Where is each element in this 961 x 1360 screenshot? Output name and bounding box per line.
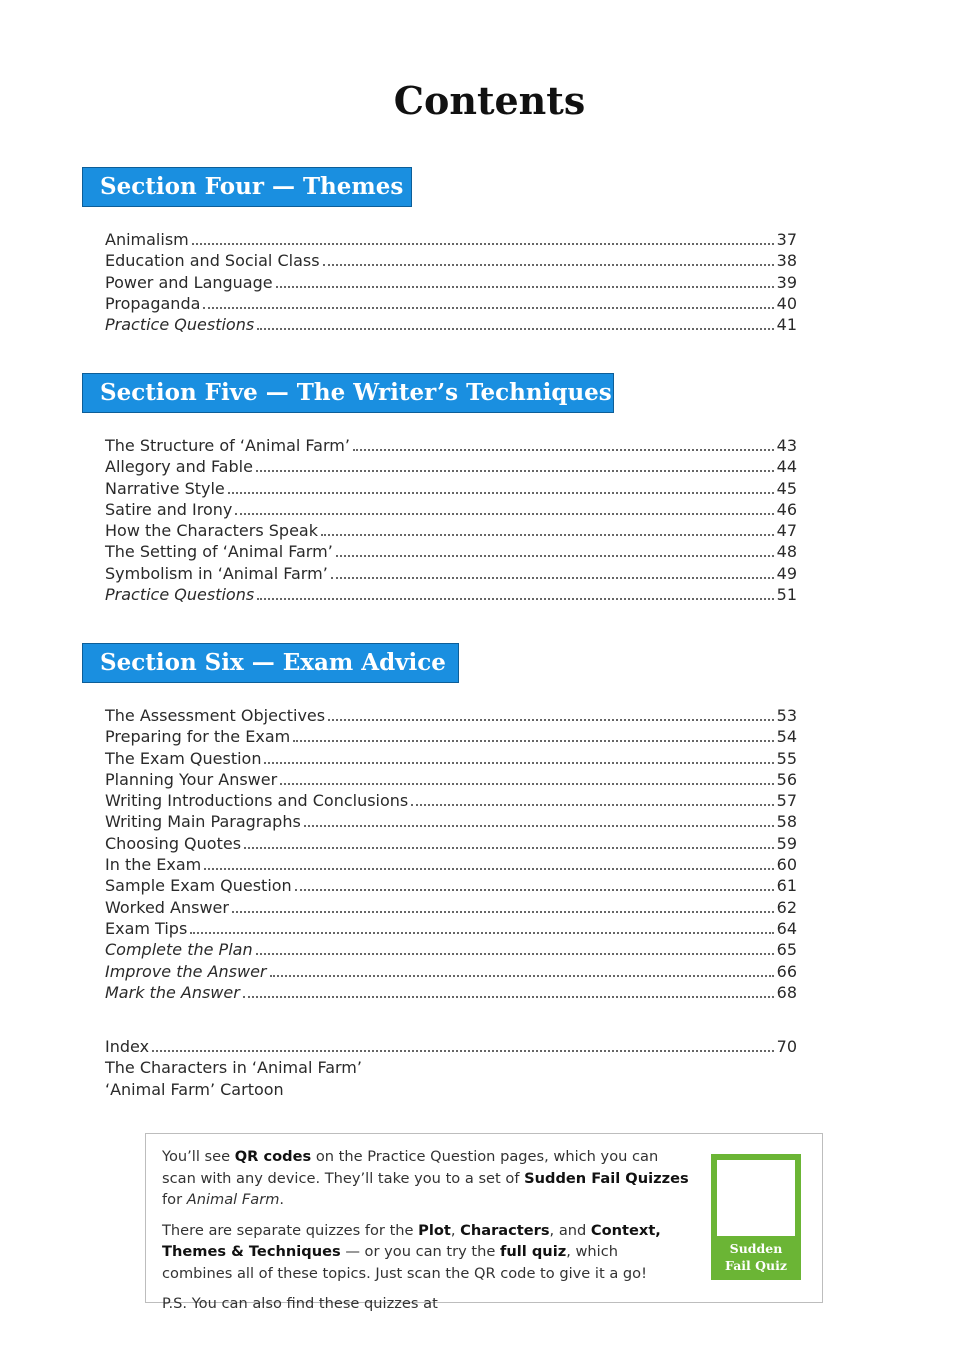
toc-entry-page: 55 xyxy=(776,748,797,768)
dot-leader xyxy=(235,513,773,515)
toc-entry[interactable] xyxy=(105,726,797,747)
info-text-run: . xyxy=(279,1191,285,1208)
dot-leader xyxy=(411,804,773,806)
toc-entry-title: ‘Animal Farm’ Cartoon xyxy=(105,1079,284,1099)
info-paragraph-1 xyxy=(162,1146,692,1211)
toc-entry-page: 59 xyxy=(776,833,797,853)
toc-entry[interactable] xyxy=(105,854,797,875)
toc-entry-title: Improve the Answer xyxy=(105,961,267,981)
info-paragraph-3: P.S. You can also find these quizzes at xyxy=(162,1295,438,1312)
info-text-run: , and xyxy=(549,1221,591,1239)
info-text-run: , xyxy=(450,1221,461,1239)
toc-entry[interactable] xyxy=(105,833,797,854)
dot-leader xyxy=(270,975,774,977)
toc-entry-title: Symbolism in ‘Animal Farm’ xyxy=(105,563,328,583)
toc-entry-title: Practice Questions xyxy=(105,315,255,335)
toc-list-back-matter xyxy=(105,1036,797,1100)
toc-entry[interactable] xyxy=(105,918,797,939)
toc-entry[interactable] xyxy=(105,1036,797,1057)
toc-entry-page: 40 xyxy=(776,293,797,313)
dot-leader xyxy=(203,307,773,309)
toc-entry[interactable] xyxy=(105,897,797,918)
dot-leader xyxy=(190,932,773,934)
info-text-run: — or you can try the xyxy=(340,1243,501,1260)
toc-entry[interactable] xyxy=(105,939,797,960)
toc-entry-page: 54 xyxy=(776,727,797,747)
toc-list-section-six xyxy=(105,705,797,1003)
toc-entry-title: The Structure of ‘Animal Farm’ xyxy=(105,436,350,455)
toc-entry[interactable] xyxy=(105,478,797,499)
toc-entry-title: Satire and Irony xyxy=(105,499,233,519)
toc-entry-title: Allegory and Fable xyxy=(105,457,253,477)
toc-entry-title: Planning Your Answer xyxy=(105,769,278,789)
qr-code-placeholder[interactable] xyxy=(717,1160,795,1236)
toc-entry-title: Practice Questions xyxy=(105,585,255,605)
dot-leader xyxy=(336,555,774,557)
dot-leader xyxy=(244,847,774,849)
toc-entry[interactable] xyxy=(105,584,797,605)
toc-entry-page: 58 xyxy=(776,812,797,832)
dot-leader xyxy=(328,719,774,721)
toc-entry-page: 37 xyxy=(776,230,797,249)
qr-info-text xyxy=(162,1146,692,1324)
dot-leader xyxy=(204,868,773,870)
quiz-badge-label xyxy=(711,1240,801,1274)
info-text-run: QR codes xyxy=(234,1148,312,1165)
toc-entry-page: 39 xyxy=(776,272,797,292)
toc-entry-page: 70 xyxy=(776,1037,797,1056)
toc-entry-title: Education and Social Class xyxy=(105,251,320,271)
toc-entry-title: Mark the Answer xyxy=(105,982,240,1002)
toc-entry[interactable] xyxy=(105,1057,797,1078)
qr-info-box xyxy=(145,1133,823,1312)
toc-entry-page: 48 xyxy=(776,542,797,562)
dot-leader xyxy=(243,996,774,998)
info-text-run: Characters xyxy=(460,1221,550,1239)
toc-entry[interactable] xyxy=(105,293,797,314)
info-text-run: , which combines all of these topics. Just scan the QR code to give it a go! xyxy=(162,1243,647,1282)
info-text-run: There are separate quizzes for the xyxy=(162,1221,419,1239)
toc-entry-title: Exam Tips xyxy=(105,918,188,938)
toc-entry-title: Worked Answer xyxy=(105,897,229,917)
dot-leader xyxy=(353,449,774,451)
section-header-six: Section Six — Exam Advice xyxy=(82,643,459,683)
toc-entry-page: 46 xyxy=(776,499,797,519)
toc-entry-title: The Assessment Objectives xyxy=(105,706,326,725)
toc-entry[interactable] xyxy=(105,520,797,541)
toc-entry-page: 41 xyxy=(776,315,797,335)
dot-leader xyxy=(321,534,774,536)
toc-entry-title: The Exam Question xyxy=(105,748,262,768)
dot-leader xyxy=(295,889,774,891)
toc-entry[interactable] xyxy=(105,435,797,456)
toc-entry-title: Animalism xyxy=(105,230,189,249)
toc-entry-page: 44 xyxy=(776,457,797,477)
toc-entry-title: Preparing for the Exam xyxy=(105,727,291,747)
toc-entry-title: Complete the Plan xyxy=(105,940,253,960)
toc-entry[interactable] xyxy=(105,705,797,726)
toc-entry-page: 38 xyxy=(776,251,797,271)
toc-entry[interactable] xyxy=(105,811,797,832)
dot-leader xyxy=(304,825,774,827)
toc-entry-title: In the Exam xyxy=(105,855,202,875)
toc-entry[interactable] xyxy=(105,982,797,1003)
toc-entry-page: 51 xyxy=(776,585,797,605)
toc-entry[interactable] xyxy=(105,790,797,811)
toc-entry[interactable] xyxy=(105,563,797,584)
dot-leader xyxy=(280,783,773,785)
toc-entry-page: 68 xyxy=(776,982,797,1002)
toc-entry-title: Index xyxy=(105,1037,150,1056)
quiz-badge-line-1: Sudden xyxy=(729,1241,783,1256)
toc-entry-page: 65 xyxy=(776,940,797,960)
toc-entry-page: 49 xyxy=(776,563,797,583)
toc-entry-page: 43 xyxy=(776,436,797,455)
dot-leader xyxy=(323,264,774,266)
dot-leader xyxy=(256,953,774,955)
dot-leader xyxy=(256,470,774,472)
toc-entry-page: 60 xyxy=(776,855,797,875)
toc-entry-title: How the Characters Speak xyxy=(105,521,318,541)
toc-entry[interactable] xyxy=(105,748,797,769)
dot-leader xyxy=(293,740,773,742)
toc-entry-title: Power and Language xyxy=(105,272,273,292)
info-text-run: Context, Themes & Techniques xyxy=(162,1221,661,1260)
dot-leader xyxy=(264,762,773,764)
dot-leader xyxy=(228,492,774,494)
info-text-run: You’ll see xyxy=(162,1148,235,1165)
toc-entry-title: Choosing Quotes xyxy=(105,833,242,853)
info-text-run: on the Practice Question pages, which you can scan with any device. They’ll take you to a set of xyxy=(162,1148,659,1187)
toc-list-section-five xyxy=(105,435,797,605)
quiz-badge-line-2: Fail Quiz xyxy=(725,1258,787,1273)
toc-entry-page: 56 xyxy=(776,769,797,789)
info-text-run: for xyxy=(162,1191,187,1208)
toc-entry-page: 61 xyxy=(776,876,797,896)
toc-entry-title: Writing Main Paragraphs xyxy=(105,812,301,832)
toc-entry-title: Propaganda xyxy=(105,293,201,313)
section-header-four: Section Four — Themes xyxy=(82,167,412,207)
toc-entry[interactable] xyxy=(105,541,797,562)
toc-entry[interactable] xyxy=(105,314,797,335)
dot-leader xyxy=(331,577,774,579)
info-text-run: Plot xyxy=(418,1221,451,1239)
toc-entry-page: 66 xyxy=(776,961,797,981)
toc-entry-page: 47 xyxy=(776,521,797,541)
page-title: Contents xyxy=(393,78,586,123)
toc-entry-page: 45 xyxy=(776,478,797,498)
info-paragraph-2 xyxy=(162,1220,692,1285)
dot-leader xyxy=(257,598,773,600)
toc-entry[interactable] xyxy=(105,1079,797,1100)
toc-entry[interactable] xyxy=(105,272,797,293)
dot-leader xyxy=(152,1050,774,1052)
dot-leader xyxy=(257,328,773,330)
dot-leader xyxy=(192,243,774,245)
toc-entry[interactable] xyxy=(105,961,797,982)
toc-entry[interactable] xyxy=(105,456,797,477)
toc-entry-title: The Characters in ‘Animal Farm’ xyxy=(105,1058,362,1078)
toc-entry-title: The Setting of ‘Animal Farm’ xyxy=(105,542,333,562)
section-header-five: Section Five — The Writer’s Techniques xyxy=(82,373,614,413)
toc-entry-page: 53 xyxy=(776,706,797,725)
dot-leader xyxy=(276,286,774,288)
toc-entry[interactable] xyxy=(105,875,797,896)
toc-entry[interactable] xyxy=(105,250,797,271)
toc-entry-title: Sample Exam Question xyxy=(105,876,292,896)
toc-entry[interactable] xyxy=(105,229,797,250)
sudden-fail-quiz-badge[interactable] xyxy=(711,1154,801,1280)
toc-entry-page: 64 xyxy=(776,918,797,938)
toc-list-section-four xyxy=(105,229,797,335)
dot-leader xyxy=(232,911,774,913)
toc-entry-title: Narrative Style xyxy=(105,478,225,498)
toc-entry[interactable] xyxy=(105,769,797,790)
toc-entry-page: 57 xyxy=(776,791,797,811)
toc-entry-title: Writing Introductions and Conclusions xyxy=(105,791,409,811)
toc-entry-page: 62 xyxy=(776,897,797,917)
info-text-run: Animal Farm xyxy=(186,1191,280,1208)
info-text-run: full quiz xyxy=(500,1243,567,1260)
toc-entry[interactable] xyxy=(105,499,797,520)
info-text-run: Sudden Fail Quizzes xyxy=(524,1169,689,1187)
